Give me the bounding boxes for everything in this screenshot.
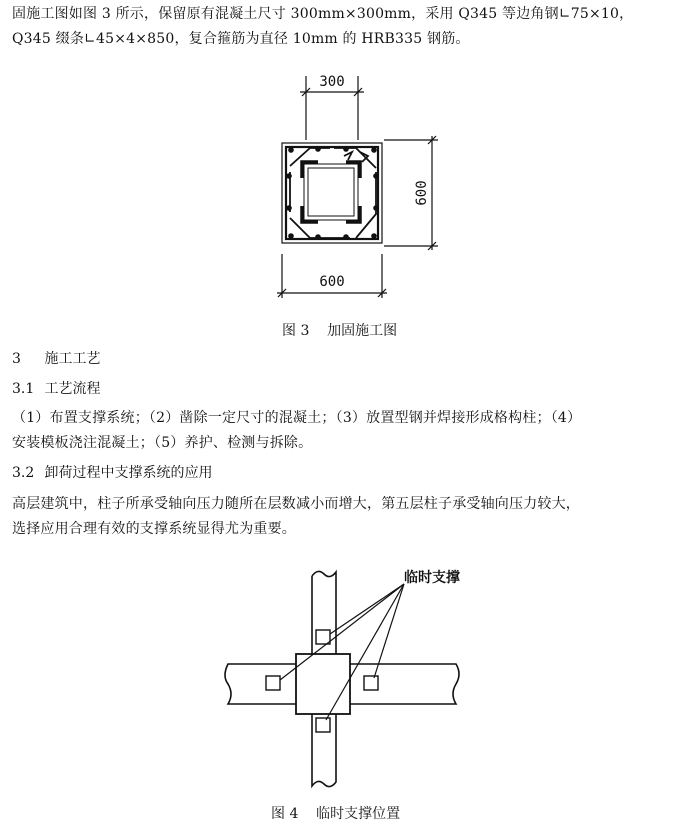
support-line-1: 高层建筑中，柱子所承受轴向压力随所在层数减小而增大，第五层柱子承受轴向压力较大， bbox=[12, 496, 580, 512]
joint-block bbox=[296, 654, 350, 714]
section-3-1-title: 工艺流程 bbox=[44, 381, 101, 397]
dimension-top-label: 300 bbox=[319, 74, 345, 90]
process-line-1: （1）布置支撑系统；（2）凿除一定尺寸的混凝土；（3）放置型钢并焊接形成格构柱；（4） bbox=[12, 410, 582, 426]
figure-4-drawing bbox=[0, 560, 682, 790]
section-3-heading bbox=[12, 348, 100, 370]
section-3-num: 3 bbox=[12, 351, 21, 367]
figure-3-caption bbox=[282, 321, 397, 341]
section-3-title: 施工工艺 bbox=[44, 351, 101, 367]
column-section bbox=[282, 143, 382, 243]
section-3-2-num: 3.2 bbox=[12, 465, 35, 481]
support-box-left bbox=[266, 676, 280, 690]
support-line-2: 选择应用合理有效的支撑系统显得尤为重要。 bbox=[12, 521, 296, 537]
figure-4-caption bbox=[271, 804, 400, 824]
process-line-2: 安装模板浇注混凝土；（5）养护、检测与拆除。 bbox=[12, 435, 313, 451]
figure-3-caption-text: 加固施工图 bbox=[327, 323, 398, 339]
dimension-bottom-label: 600 bbox=[319, 274, 345, 290]
figure-3-caption-num: 图 3 bbox=[282, 323, 310, 339]
dimension-right-label: 600 bbox=[414, 180, 430, 206]
support-paragraph bbox=[12, 492, 676, 542]
section-3-2-heading bbox=[12, 462, 212, 484]
beam-left bbox=[225, 664, 296, 704]
beam-right bbox=[350, 664, 459, 704]
section-3-1-num: 3.1 bbox=[12, 381, 35, 397]
section-3-2-title: 卸荷过程中支撑系统的应用 bbox=[44, 465, 213, 481]
process-paragraph bbox=[12, 406, 676, 456]
figure-4-caption-num: 图 4 bbox=[271, 806, 299, 822]
support-box-right bbox=[364, 676, 378, 690]
support-box-top bbox=[316, 630, 330, 644]
intro-paragraph bbox=[12, 2, 676, 52]
figure-4-caption-text: 临时支撑位置 bbox=[316, 806, 401, 822]
intro-line-2: Q345 缀条∟45×4×850，复合箍筋为直径 10mm 的 HRB335 钢筋。 bbox=[12, 31, 470, 47]
intro-line-1: 固施工图如图 3 所示，保留原有混凝土尺寸 300mm×300mm，采用 Q345 等边角钢∟75×10， bbox=[12, 6, 634, 22]
support-box-bottom bbox=[316, 718, 330, 732]
section-3-1-heading bbox=[12, 378, 100, 400]
temporary-support-label: 临时支撑 bbox=[404, 570, 460, 586]
